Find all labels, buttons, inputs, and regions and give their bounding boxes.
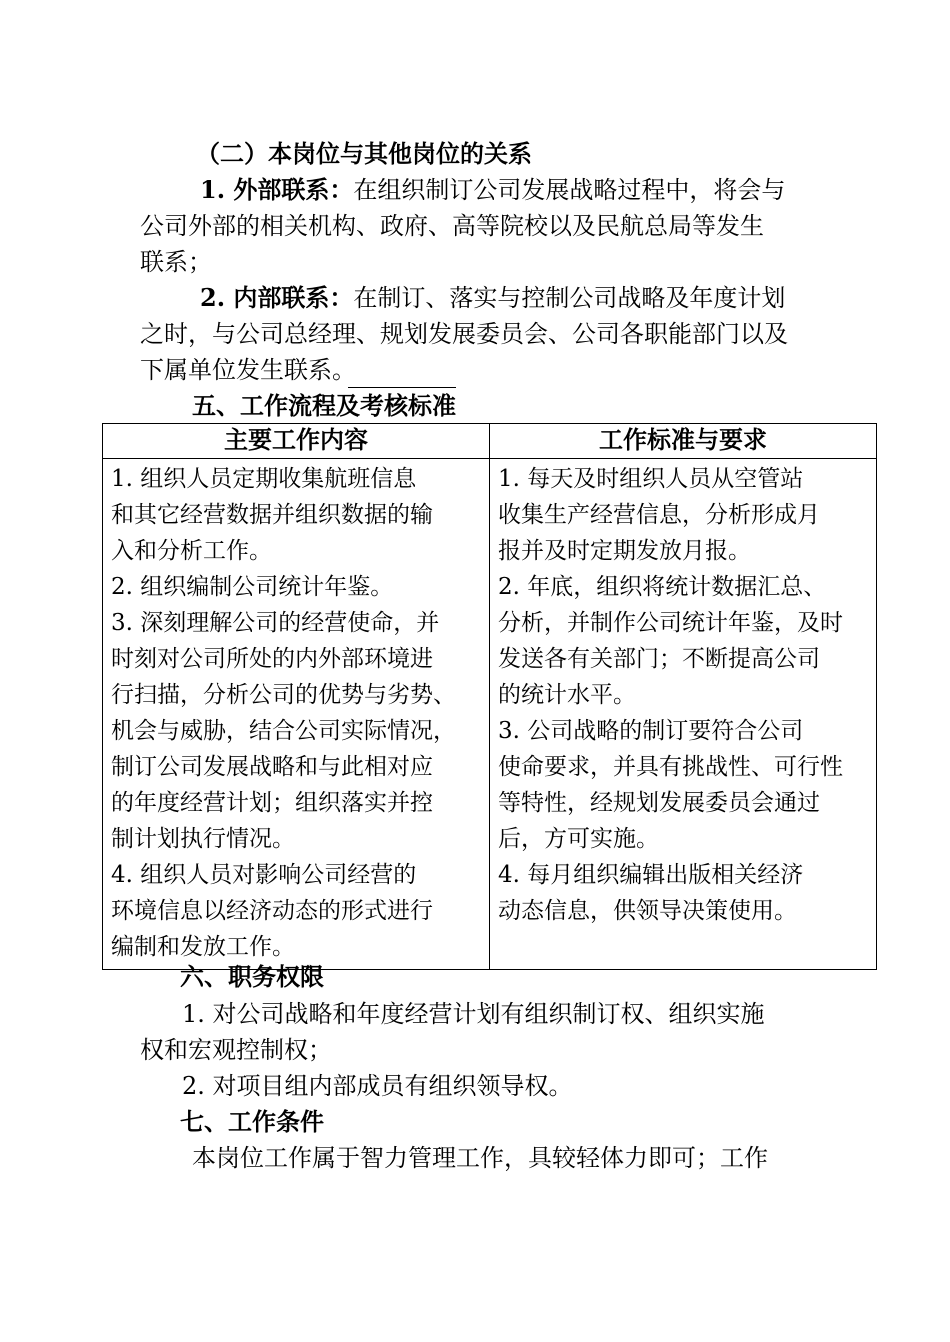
table-row	[103, 459, 877, 970]
cell-line: 编制和发放工作。	[111, 934, 295, 960]
cell-line: 发送各有关部门；不断提高公司	[498, 646, 820, 672]
cell-line: 和其它经营数据并组织数据的输	[111, 502, 433, 528]
table-header-row	[103, 424, 877, 459]
workflow-table	[102, 423, 877, 970]
authority-item-2: 2. 对项目组内部成员有组织领导权。	[182, 1072, 573, 1100]
internal-contact-line-3: 下属单位发生联系。	[140, 356, 356, 384]
cell-line: 的统计水平。	[498, 682, 636, 708]
section6-heading: 六、职务权限	[180, 962, 324, 991]
cell-line: 等特性，经规划发展委员会通过	[498, 790, 820, 816]
cell-line: 制订公司发展战略和与此相对应	[111, 754, 433, 780]
cell-line: 2. 组织编制公司统计年鉴。	[111, 574, 394, 600]
cell-line: 机会与威胁，结合公司实际情况，	[111, 718, 456, 744]
cell-line: 报并及时定期发放月报。	[498, 538, 751, 564]
authority-item-1-line-2: 权和宏观控制权；	[140, 1036, 332, 1064]
main-content-cell	[103, 459, 490, 970]
cell-line: 4. 组织人员对影响公司经营的	[111, 862, 417, 888]
cell-line: 行扫描，分析公司的优势与劣势、	[111, 682, 456, 708]
cell-line: 4. 每月组织编辑出版相关经济	[498, 862, 804, 888]
cell-line: 1. 组织人员定期收集航班信息	[111, 466, 417, 492]
external-contact-text: 在组织制订公司发展战略过程中，将会与	[353, 176, 786, 204]
standards-cell	[490, 459, 877, 970]
external-contact-label: 1. 外部联系：	[200, 175, 354, 204]
cell-line: 分析，并制作公司统计年鉴，及时	[498, 610, 843, 636]
cell-line: 3. 深刻理解公司的经营使命，并	[111, 610, 440, 636]
internal-contact-label: 2. 内部联系：	[200, 283, 354, 312]
external-contact-line-1	[200, 172, 785, 208]
internal-contact-line-1	[200, 280, 785, 316]
cell-line: 入和分析工作。	[111, 538, 272, 564]
cell-line: 2. 年底，组织将统计数据汇总、	[498, 574, 827, 600]
internal-contact-text: 在制订、落实与控制公司战略及年度计划	[353, 284, 786, 312]
cell-line: 动态信息，供领导决策使用。	[498, 898, 797, 924]
cell-line: 的年度经营计划；组织落实并控	[111, 790, 433, 816]
external-contact-line-2: 公司外部的相关机构、政府、高等院校以及民航总局等发生	[140, 212, 764, 240]
cell-line: 环境信息以经济动态的形式进行	[111, 898, 433, 924]
authority-item-1-line-1: 1. 对公司战略和年度经营计划有组织制订权、组织实施	[182, 1000, 765, 1028]
section5-heading: 五、工作流程及考核标准	[192, 391, 456, 420]
cell-line: 时刻对公司所处的内外部环境进	[111, 646, 433, 672]
cell-line: 1. 每天及时组织人员从空管站	[498, 466, 804, 492]
section7-heading: 七、工作条件	[180, 1107, 324, 1136]
cell-line: 3. 公司战略的制订要符合公司	[498, 718, 804, 744]
cell-line: 后，方可实施。	[498, 826, 659, 852]
table-header-standards: 工作标准与要求	[490, 424, 877, 459]
cell-line: 收集生产经营信息，分析形成月	[498, 502, 820, 528]
relations-heading: （二）本岗位与其他岗位的关系	[196, 139, 532, 168]
internal-contact-line-2: 之时，与公司总经理、规划发展委员会、公司各职能部门以及	[140, 320, 788, 348]
cell-line: 制计划执行情况。	[111, 826, 295, 852]
table-header-main-content: 主要工作内容	[103, 424, 490, 459]
cell-line: 使命要求，并具有挑战性、可行性	[498, 754, 843, 780]
external-contact-line-3: 联系；	[140, 248, 212, 276]
work-conditions-text: 本岗位工作属于智力管理工作，具较轻体力即可；工作	[192, 1144, 768, 1172]
